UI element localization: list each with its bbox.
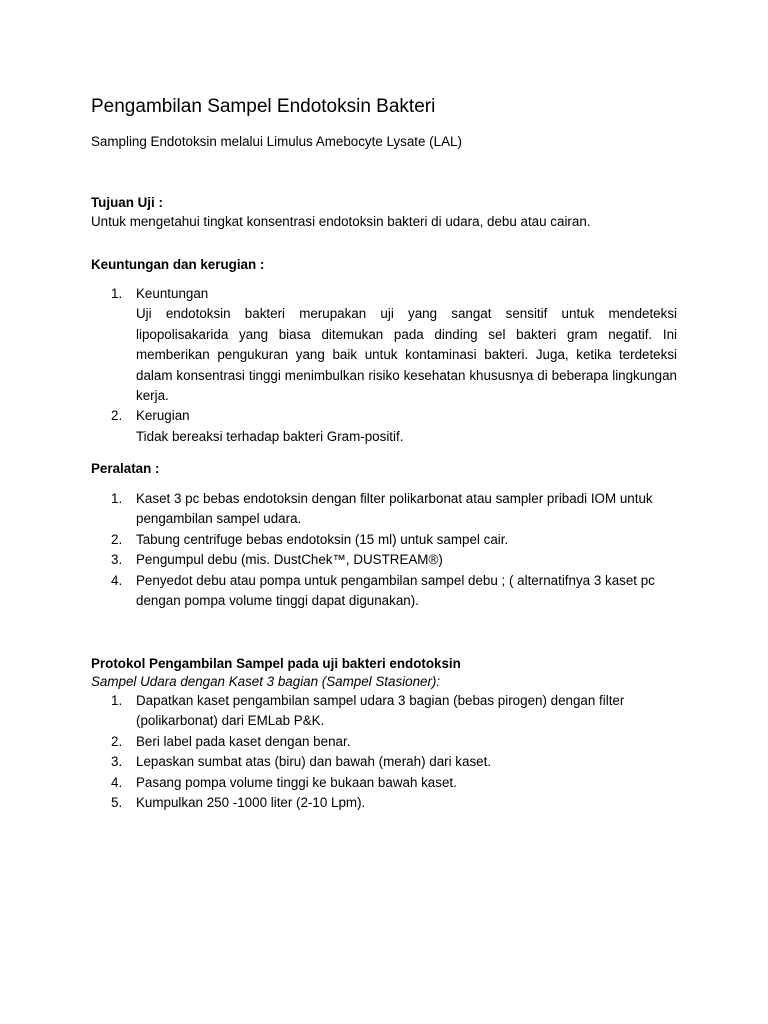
list-number: 5.: [111, 795, 123, 811]
list-item-text: Penyedot debu atau pompa untuk pengambilan sampel debu ; ( alternatifnya 3 kaset pc dengan pompa volume tinggi dapat digunakan).: [136, 572, 655, 609]
tujuan-heading: Tujuan Uji :: [91, 195, 163, 210]
keuntungan-list: [91, 284, 677, 447]
list-item-label: Kerugian: [136, 408, 190, 424]
list-number: 2.: [111, 531, 123, 547]
keuntungan-heading: Keuntungan dan kerugian :: [91, 257, 265, 272]
protokol-list: [91, 691, 677, 813]
list-item-text: Kaset 3 pc bebas endotoksin dengan filter polikarbonat atau sampler pribadi IOM untuk pengambilan sampel udara.: [136, 491, 653, 527]
list-item-text: Pasang pompa volume tinggi ke bukaan bawah kaset.: [136, 774, 457, 790]
list-item-text: Lepaskan sumbat atas (biru) dan bawah (merah) dari kaset.: [136, 754, 492, 770]
document-subtitle: Sampling Endotoksin melalui Limulus Amebocyte Lysate (LAL): [91, 134, 462, 149]
list-item: [91, 793, 677, 813]
protokol-subheading: Sampel Udara dengan Kaset 3 bagian (Sampel Stasioner):: [91, 674, 441, 689]
list-item: [91, 550, 677, 570]
list-number: 2.: [111, 408, 123, 424]
list-item: [91, 489, 677, 530]
tujuan-text: Untuk mengetahui tingkat konsentrasi endotoksin bakteri di udara, debu atau cairan.: [91, 214, 591, 229]
list-number: 1.: [111, 693, 123, 708]
list-number: 3.: [111, 754, 123, 770]
list-item: [91, 530, 677, 550]
peralatan-heading: Peralatan :: [91, 461, 160, 476]
list-item: [91, 732, 677, 752]
list-number: 2.: [111, 733, 123, 749]
list-item-text: Beri label pada kaset dengan benar.: [136, 733, 351, 749]
list-number: 4.: [111, 572, 123, 588]
list-number: 1.: [111, 286, 123, 301]
list-number: 1.: [111, 491, 123, 506]
protokol-heading: Protokol Pengambilan Sampel pada uji bakteri endotoksin: [91, 656, 461, 671]
list-item: [91, 406, 677, 447]
list-item-text: Tidak bereaksi terhadap bakteri Gram-positif.: [136, 428, 404, 444]
list-item: [91, 752, 677, 772]
list-item-label: Keuntungan: [136, 286, 209, 301]
list-number: 4.: [111, 774, 123, 790]
list-item-text: Dapatkan kaset pengambilan sampel udara 3 bagian (bebas pirogen) dengan filter (polikarbonat) dari EMLab P&K.: [136, 693, 625, 729]
list-item: [91, 284, 677, 406]
list-item-text: Kumpulkan 250 -1000 liter (2-10 Lpm).: [136, 795, 366, 811]
peralatan-list: [91, 489, 677, 611]
list-item-text: Tabung centrifuge bebas endotoksin (15 ml) untuk sampel cair.: [136, 531, 509, 547]
list-item: [91, 571, 677, 612]
list-item-text: Uji endotoksin bakteri merupakan uji yang sangat sensitif untuk mendeteksi lipopolisakarida yang biasa ditemukan pada dinding sel bakteri gram negatif. Ini memberikan pengukuran yang baik untuk kontaminasi bakteri. Juga, ketika terdeteksi dalam konsentrasi tinggi menimbulkan risiko kesehatan khususnya di beberapa lingkungan kerja.: [136, 306, 677, 404]
list-item-text: Pengumpul debu (mis. DustChek™, DUSTREAM®): [136, 552, 443, 568]
list-number: 3.: [111, 552, 123, 568]
document-title: Pengambilan Sampel Endotoksin Bakteri: [91, 96, 436, 117]
list-item: [91, 691, 677, 732]
list-item: [91, 773, 677, 793]
